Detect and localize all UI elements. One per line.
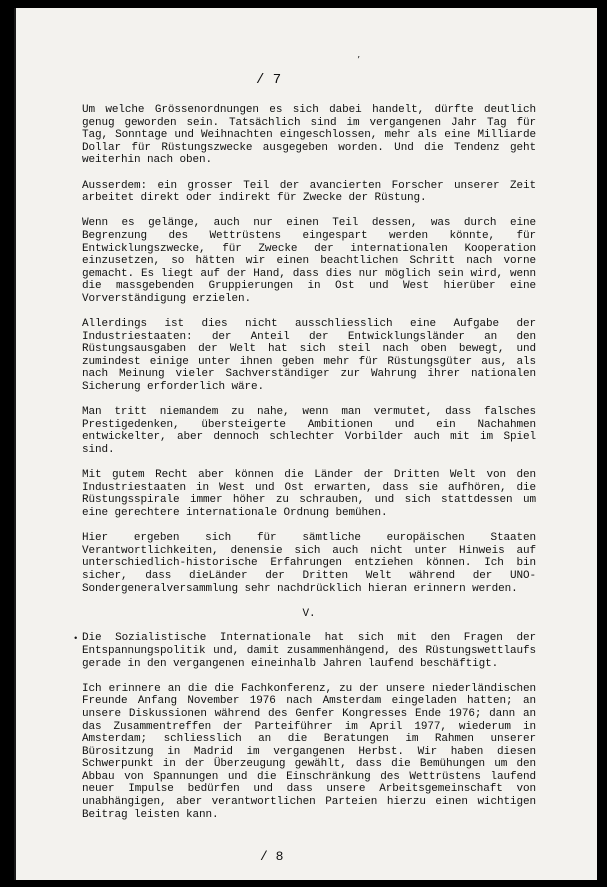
paragraph-4: Allerdings ist dies nicht ausschliesslich eine Aufgabe der Industriestaaten: der Anteil der Entwicklungsländer an den Rüstungsausgaben der Welt hat sich steil nach oben bewegt, und zumindest einige unter ihnen geben mehr für Rüstungsgüter aus, als nach Meinung vieler Sachverständiger zur Wahrung ihrer nationalen Sicherung erforderlich wäre.	[82, 318, 536, 394]
paragraph-3: Wenn es gelänge, auch nur einen Teil dessen, was durch eine Begrenzung des Wettrüstens eingespart werden könnte, für Entwicklungszwecke, für Zwecke der internationalen Kooperation einzusetzen, so hätten wir einen beachtlichen Schritt nach vorne gemacht. Es liegt auf der Hand, dass dies nur möglich sein wird, wenn die massgebenden Gruppierungen in Ost und West hierüber eine Vorverständigung erzielen.	[82, 217, 536, 305]
scan-mark: ’	[357, 55, 361, 66]
page-number-footer: / 8	[260, 849, 284, 864]
document-body	[73, 104, 536, 834]
paragraph-6: Mit gutem Recht aber können die Länder der Dritten Welt von den Industriestaaten in West und Ost erwarten, dass sie aufhören, die Rüstungsspirale immer höher zu schrauben, und sich stattdessen um eine gerechtere internationale Ordnung bemühen.	[82, 469, 536, 519]
section-heading: V.	[302, 607, 316, 620]
bullet-mark-icon: •	[73, 634, 79, 645]
paragraph-5: Man tritt niemandem zu nahe, wenn man vermutet, dass falsches Prestigedenken, übersteigerte Ambitionen und ein Nachahmen entwickelter, aber dennoch schlechter Vorbilder auch mit im Spiel sind.	[82, 406, 536, 457]
paragraph-7: Hier ergeben sich für sämtliche europäischen Staaten Verantwortlichkeiten, denensie sich auch nicht unter Hinweis auf unterschiedlich-historische Erfahrungen entziehen können. Ich bin sicher, dass dieLänder der Dritten Welt während der UNO-Sondergeneralversammlung sehr nachdrücklich hieran erinnern werden.	[82, 532, 536, 595]
section-paragraph-2: Ich erinnere an die die Fachkonferenz, zu der unsere niederländischen Freunde Anfang November 1976 nach Amsterdam eingeladen hatten; an unsere Diskussionen während des Genfer Kongresses Ende 1976; dann an das Zusammentreffen der Parteiführer im April 1977, wiederum in Amsterdam; schliesslich an die Beratungen im Rahmen unserer Bürositzung in Madrid im vergangenen Herbst. Wir haben diesen Schwerpunkt in der Überzeugung gewählt, dass die Bemühungen um den Abbau von Spannungen und die Einschränkung des Wettrüstens laufend neuer Impulse bedürfen und dass unsere Arbeitsgemeinschaft von unabhängigen, aber verantwortlichen Parteien hierzu einen wichtigen Beitrag leisten kann.	[82, 682, 536, 821]
paragraph-1: Um welche Grössenordnungen es sich dabei handelt, dürfte deutlich genug geworden sein. Tatsächlich sind im vergangenen Jahr Tag für Tag, Sonntage und Weihnachten eingeschlossen, mehr als eine Milliarde Dollar für Rüstungszwecke ausgegeben worden. Und die Tendenz geht weiterhin nach oben.	[82, 104, 536, 167]
paragraph-2: Ausserdem: ein grosser Teil der avancierten Forscher unserer Zeit arbeitet direkt oder indirekt für Zwecke der Rüstung.	[82, 179, 536, 205]
section-paragraph-1: Die Sozialistische Internationale hat sich mit den Fragen der Entspannungspolitik und, damit zusammenhängend, des Rüstungswettlaufs gerade in den vergangenen eineinhalb Jahren laufend beschäftigt.	[82, 632, 536, 670]
document-page	[14, 8, 597, 880]
page-number-header: / 7	[256, 72, 282, 88]
section-paragraph-wrap	[73, 632, 536, 670]
